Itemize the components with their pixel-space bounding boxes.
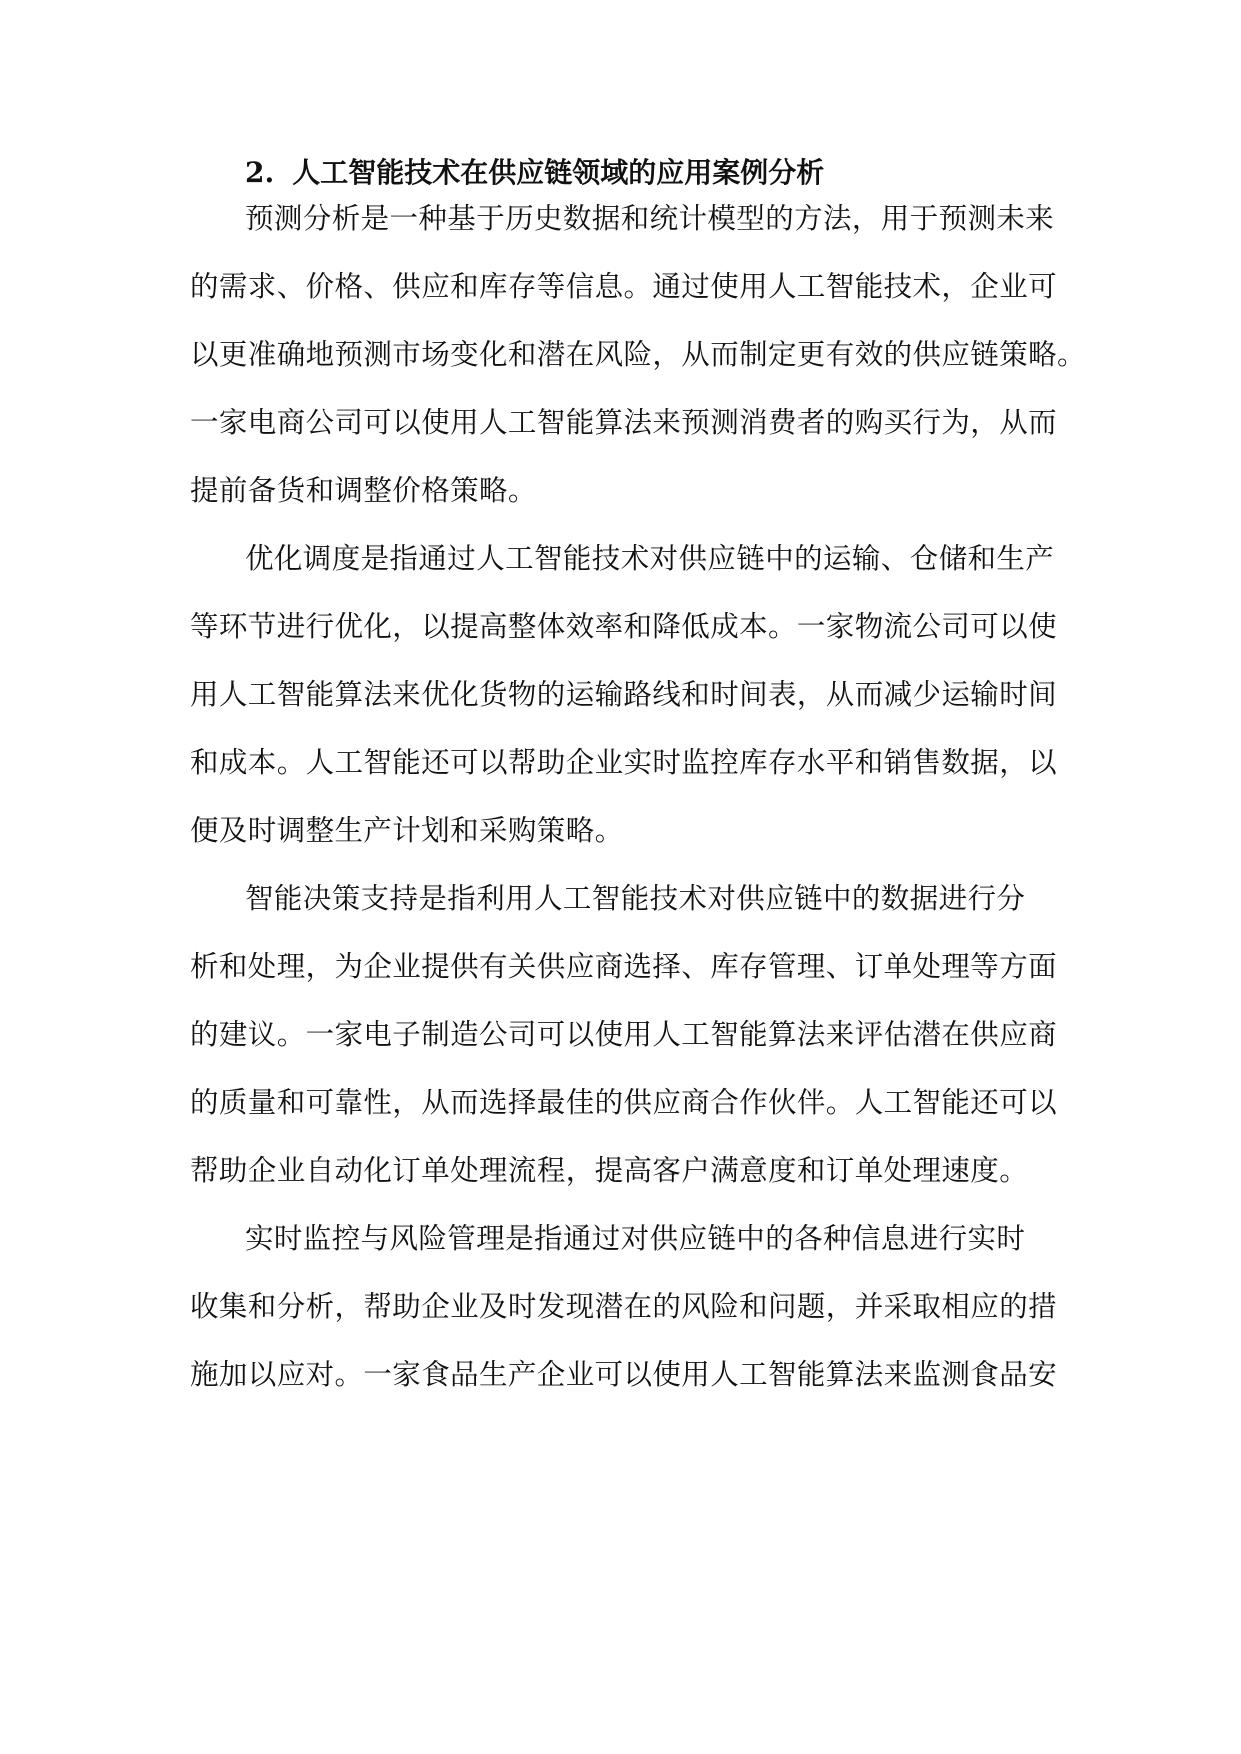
paragraph-line: 的建议。一家电子制造公司可以使用人工智能算法来评估潜在供应商 <box>190 1018 1058 1051</box>
paragraph-line: 提前备货和调整价格策略。 <box>190 474 537 507</box>
paragraph-line: 预测分析是一种基于历史数据和统计模型的方法，用于预测未来 <box>245 202 1055 235</box>
paragraph-line: 智能决策支持是指利用人工智能技术对供应链中的数据进行分 <box>245 882 1026 915</box>
paragraph-line: 析和处理，为企业提供有关供应商选择、库存管理、订单处理等方面 <box>190 950 1058 983</box>
section-number: 2. <box>245 156 275 189</box>
paragraph-line: 用人工智能算法来优化货物的运输路线和时间表，从而减少运输时间 <box>190 678 1058 711</box>
section-heading <box>245 148 824 198</box>
paragraph-line: 施加以应对。一家食品生产企业可以使用人工智能算法来监测食品安 <box>190 1358 1058 1391</box>
paragraph-line: 收集和分析，帮助企业及时发现潜在的风险和问题，并采取相应的措 <box>190 1290 1058 1323</box>
section-title: 人工智能技术在供应链领域的应用案例分析 <box>292 156 825 189</box>
paragraph-line: 帮助企业自动化订单处理流程，提高客户满意度和订单处理速度。 <box>190 1154 1029 1187</box>
paragraph-line: 便及时调整生产计划和采购策略。 <box>190 814 624 847</box>
paragraph-line: 的质量和可靠性，从而选择最佳的供应商合作伙伴。人工智能还可以 <box>190 1086 1058 1119</box>
paragraph-line: 一家电商公司可以使用人工智能算法来预测消费者的购买行为，从而 <box>190 406 1058 439</box>
paragraph-line: 和成本。人工智能还可以帮助企业实时监控库存水平和销售数据，以 <box>190 746 1058 779</box>
paragraph-line: 的需求、价格、供应和库存等信息。通过使用人工智能技术，企业可 <box>190 270 1058 303</box>
paragraph-line: 以更准确地预测市场变化和潜在风险，从而制定更有效的供应链策略。 <box>190 338 1086 371</box>
paragraph-line: 优化调度是指通过人工智能技术对供应链中的运输、仓储和生产 <box>245 542 1055 575</box>
paragraph-line: 等环节进行优化，以提高整体效率和降低成本。一家物流公司可以使 <box>190 610 1058 643</box>
paragraph-line: 实时监控与风险管理是指通过对供应链中的各种信息进行实时 <box>245 1222 1026 1255</box>
